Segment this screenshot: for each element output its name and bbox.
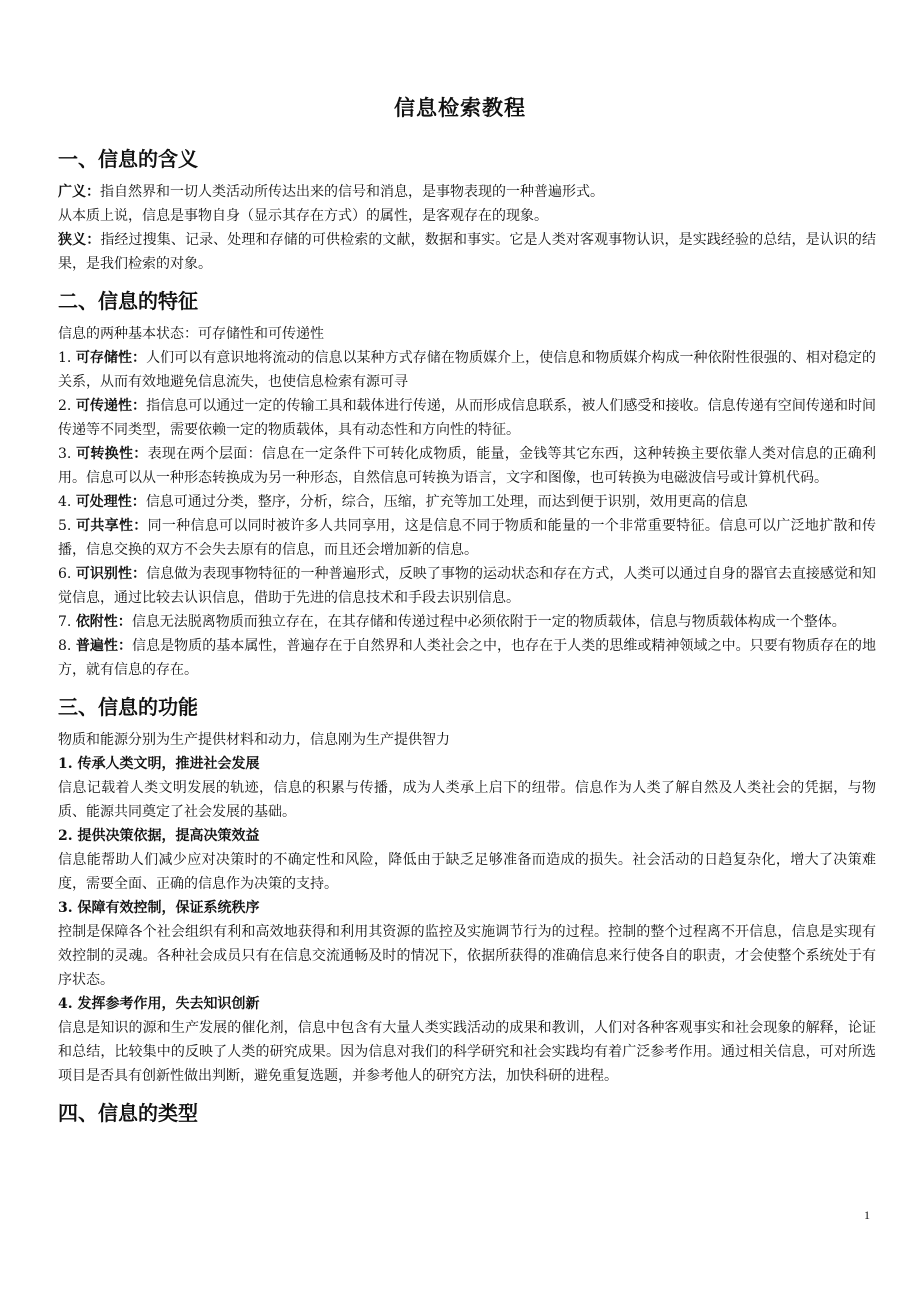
feature-item xyxy=(58,634,876,682)
section-heading-types: 四、信息的类型 xyxy=(58,1101,198,1125)
section-heading-features: 二、信息的特征 xyxy=(58,289,198,313)
function-text: 信息能帮助人们减少应对决策时的不确定性和风险，降低由于缺乏足够准备而造成的损失。社会活动的日趋复杂化，增大了决策难度，需要全面、正确的信息作为决策的支持。 xyxy=(58,852,876,892)
feature-number: 6. xyxy=(58,566,76,582)
section-heading-functions: 三、信息的功能 xyxy=(58,695,198,719)
paragraph-narrow-definition xyxy=(58,228,876,276)
narrow-label: 狭义： xyxy=(58,232,101,248)
function-text: 控制是保障各个社会组织有利和高效地获得和利用其资源的监控及实施调节行为的过程。控制的整个过程离不开信息，信息是实现有效控制的灵魂。各种社会成员只有在信息交流通畅及时的情况下，依据所获得的准确信息来行使各自的职责，才会使整个系统处于有序状态。 xyxy=(58,924,876,988)
feature-text: 人们可以有意识地将流动的信息以某种方式存储在物质媒介上，使信息和物质媒介构成一种依附性很强的、相对稳定的关系，从而有效地避免信息流失，也使信息检索有源可寻 xyxy=(58,350,877,390)
feature-number: 2. xyxy=(58,398,76,414)
feature-item xyxy=(58,562,876,610)
feature-text: 信息可通过分类，整序，分析，综合，压缩，扩充等加工处理，而达到便于识别，效用更高的信息 xyxy=(145,494,748,510)
functions-intro: 物质和能源分别为生产提供材料和动力，信息刚为生产提供智力 xyxy=(58,732,450,748)
feature-item xyxy=(58,346,876,394)
page-number: 1 xyxy=(864,1208,870,1222)
narrow-text: 指经过搜集、记录、处理和存储的可供检索的文献，数据和事实。它是人类对客观事物认识，是实践经验的总结，是认识的结果，是我们检索的对象。 xyxy=(58,232,877,272)
function-text: 信息是知识的源和生产发展的催化剂，信息中包含有大量人类实践活动的成果和教训，人们对各种客观事实和社会现象的解释，论证和总结，比较集中的反映了人类的研究成果。因为信息对我们的科学研究和社会实践均有着广泛参考作用。通过相关信息，可对所选项目是否具有创新性做出判断，避免重复选题，并参考他人的研究方法，加快科研的进程。 xyxy=(58,1020,876,1084)
feature-number: 7. xyxy=(58,614,76,630)
feature-item xyxy=(58,442,876,490)
feature-label: 可识别性： xyxy=(75,566,147,582)
feature-number: 1. xyxy=(58,350,76,366)
function-text: 信息记载着人类文明发展的轨迹，信息的积累与传播，成为人类承上启下的纽带。信息作为人类了解自然及人类社会的凭据，与物质、能源共同奠定了社会发展的基础。 xyxy=(58,780,876,820)
feature-label: 依附性： xyxy=(75,614,132,630)
features-intro: 信息的两种基本状态：可存储性和可传递性 xyxy=(58,326,324,342)
feature-label: 可存储性： xyxy=(75,350,147,366)
function-title: 1. 传承人类文明，推进社会发展 xyxy=(58,756,260,772)
feature-label: 可处理性： xyxy=(75,494,146,510)
feature-text: 指信息可以通过一定的传输工具和载体进行传递，从而形成信息联系，被人们感受和接收。信息传递有空间传递和时间传递等不同类型，需要依赖一定的物质载体，具有动态性和方向性的特征。 xyxy=(58,398,877,438)
feature-item xyxy=(58,394,876,442)
feature-number: 5. xyxy=(58,518,77,534)
features-list xyxy=(58,346,876,682)
feature-number: 3. xyxy=(58,446,77,462)
feature-item xyxy=(58,610,876,634)
feature-text: 信息无法脱离物质而独立存在，在其存储和传递过程中必须依附于一定的物质载体，信息与物质载体构成一个整体。 xyxy=(131,614,846,630)
feature-label: 可共享性： xyxy=(76,518,148,534)
feature-label: 可转换性： xyxy=(76,446,148,462)
paragraph-broad-definition xyxy=(58,180,876,204)
section-heading-meaning: 一、信息的含义 xyxy=(58,147,198,171)
functions-list xyxy=(58,752,876,1088)
feature-item xyxy=(58,490,876,514)
document-title: 信息检索教程 xyxy=(394,96,526,120)
document-body xyxy=(58,142,876,1130)
feature-text: 信息是物质的基本属性，普遍存在于自然界和人类社会之中，也存在于人类的思维或精神领域之中。只要有物质存在的地方，就有信息的存在。 xyxy=(58,638,877,678)
function-title: 3. 保障有效控制，保证系统秩序 xyxy=(58,900,260,916)
broad-label: 广义： xyxy=(58,184,100,200)
feature-number: 4. xyxy=(58,494,76,510)
broad-text: 指自然界和一切人类活动所传达出来的信号和消息，是事物表现的一种普遍形式。 xyxy=(100,184,604,200)
feature-number: 8. xyxy=(58,638,76,654)
feature-text: 表现在两个层面：信息在一定条件下可转化成物质，能量，金钱等其它东西，这种转换主要依靠人类对信息的正确利用。信息可以从一种形态转换成为另一种形态，自然信息可转换为语言，文字和图像，也可转换为电磁波信号或计算机代码。 xyxy=(58,446,877,486)
function-title: 2. 提供决策依据，提高决策效益 xyxy=(58,828,260,844)
feature-label: 普遍性： xyxy=(75,638,133,654)
feature-text: 同一种信息可以同时被许多人共同享用，这是信息不同于物质和能量的一个非常重要特征。信息可以广泛地扩散和传播，信息交换的双方不会失去原有的信息，而且还会增加新的信息。 xyxy=(58,518,877,558)
feature-item xyxy=(58,514,876,562)
feature-text: 信息做为表现事物特征的一种普遍形式，反映了事物的运动状态和存在方式，人类可以通过自身的器官去直接感觉和知觉信息，通过比较去认识信息，借助于先进的信息技术和手段去识别信息。 xyxy=(58,566,877,606)
feature-label: 可传递性： xyxy=(75,398,147,414)
function-title: 4. 发挥参考作用，失去知识创新 xyxy=(58,996,260,1012)
paragraph-essence: 从本质上说，信息是事物自身（显示其存在方式）的属性，是客观存在的现象。 xyxy=(58,208,548,224)
